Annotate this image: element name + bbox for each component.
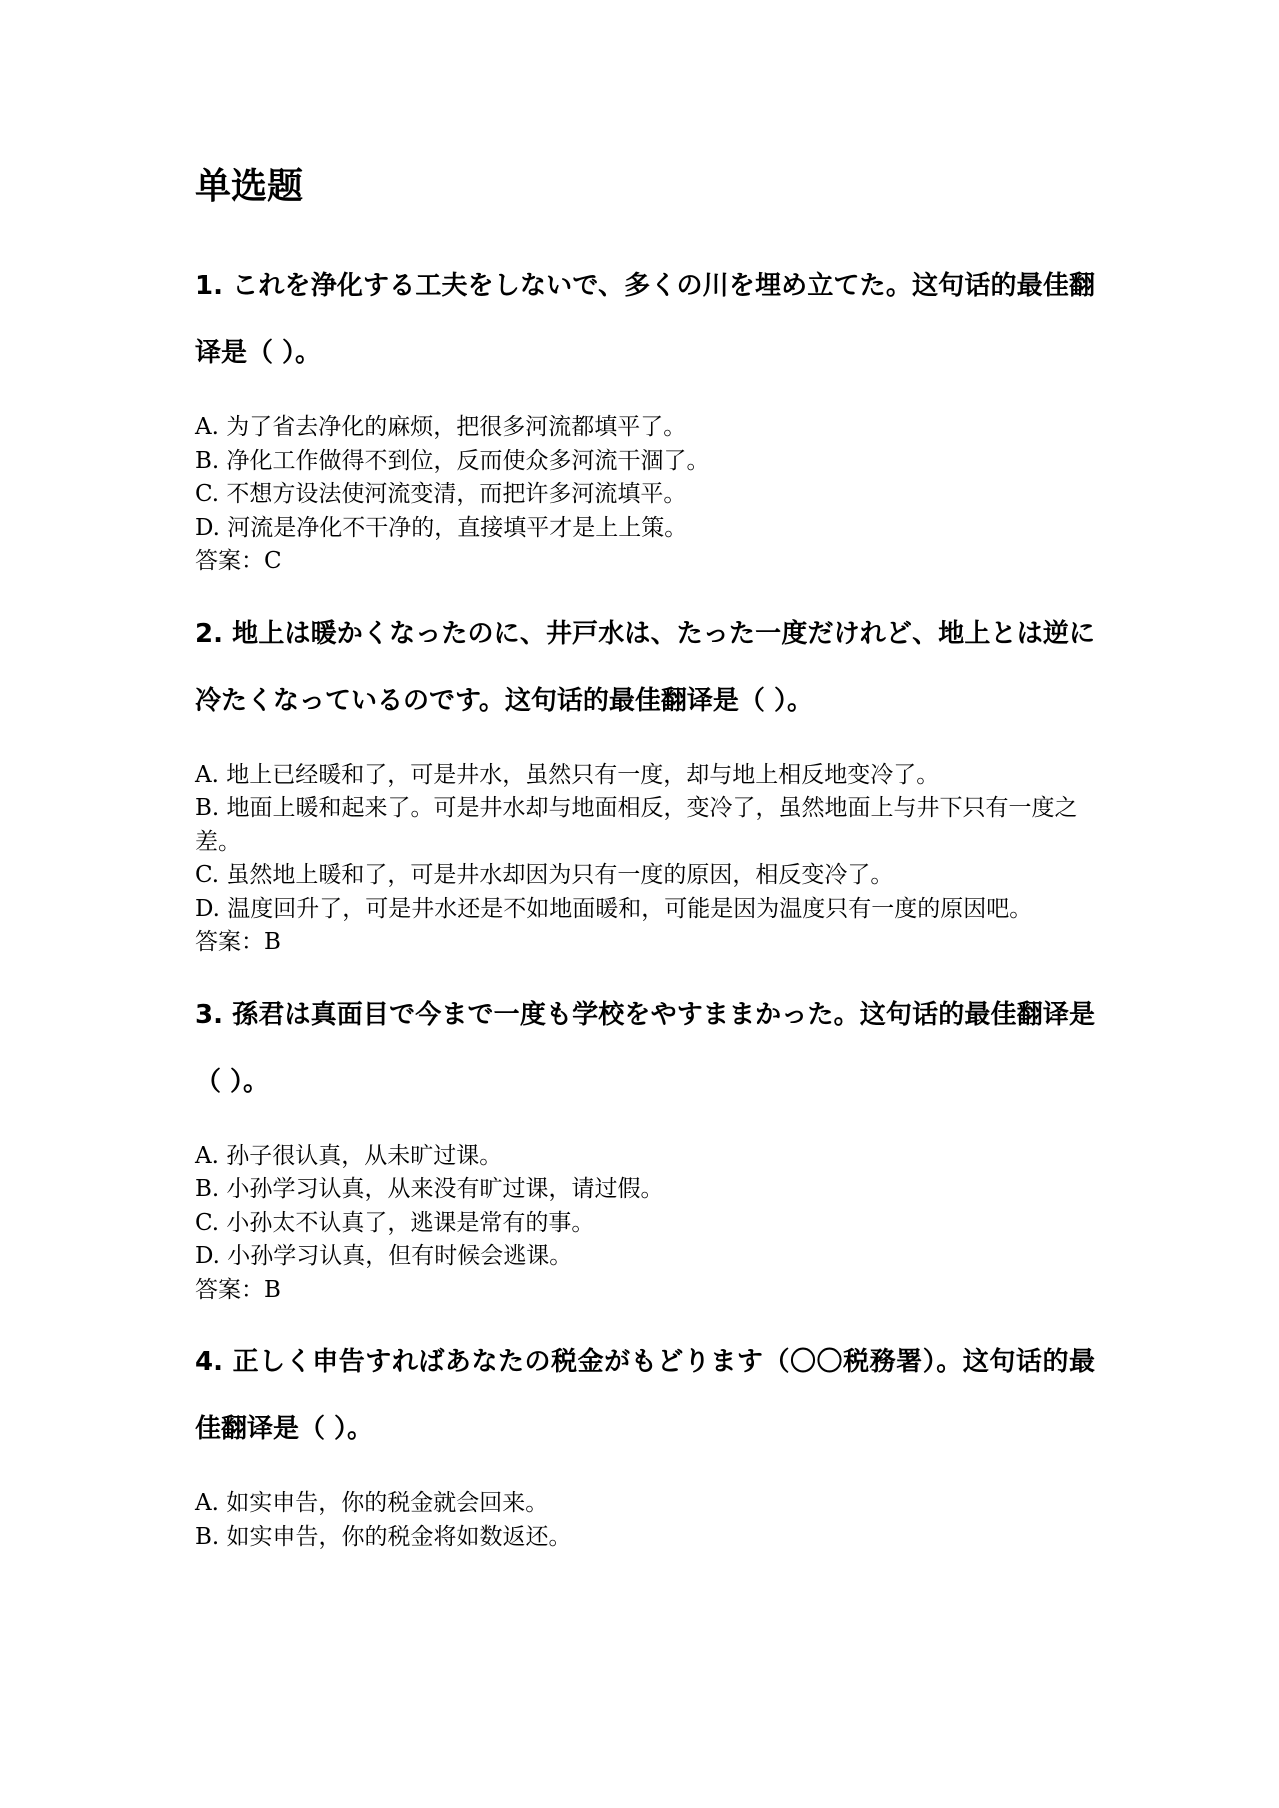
option-a: A. 如实申告，你的税金就会回来。: [195, 1490, 549, 1516]
question-stem: 2. 地上は暖かくなったのに、井戸水は、たった一度だけれど、地上とは逆に冷たくなっているのです。这句话的最佳翻译是（ ）。: [195, 618, 1095, 716]
answer-line: 答案：B: [195, 929, 281, 955]
question-2: [195, 601, 1095, 960]
option-c: C. 虽然地上暖和了，可是井水却因为只有一度的原因，相反变冷了。: [195, 862, 894, 888]
question-stem: 1. これを浄化する工夫をしないで、多くの川を埋め立てた。这句话的最佳翻译是（ ）。: [195, 271, 1095, 368]
question-4: [195, 1329, 1095, 1554]
option-a: A. 为了省去净化的麻烦，把很多河流都填平了。: [195, 414, 687, 440]
option-b: B. 如实申告，你的税金将如数返还。: [195, 1523, 572, 1550]
option-d: D. 温度回升了，可是井水还是不如地面暖和，可能是因为温度只有一度的原因吧。: [195, 895, 1033, 922]
answer-line: 答案：B: [195, 1276, 281, 1303]
options-list: [195, 411, 1095, 579]
document-page: [195, 165, 1095, 1592]
options-list: [195, 1140, 1095, 1308]
option-d: D. 小孙学习认真，但有时候会逃课。: [195, 1243, 573, 1269]
option-c: C. 小孙太不认真了，逃课是常有的事。: [195, 1209, 595, 1236]
option-c: C. 不想方设法使河流变清，而把许多河流填平。: [195, 481, 687, 507]
option-b: B. 小孙学习认真，从来没有旷过课，请过假。: [195, 1176, 664, 1202]
option-a: A. 孙子很认真，从未旷过课。: [195, 1142, 503, 1169]
section-title: 单选题: [195, 166, 304, 207]
options-list: [195, 1487, 1095, 1554]
question-3: [195, 982, 1095, 1308]
option-a: A. 地上已经暖和了，可是井水，虽然只有一度，却与地上相反地变冷了。: [195, 761, 940, 788]
option-b: B. 净化工作做得不到位，反而使众多河流干涸了。: [195, 447, 710, 474]
question-stem: 4. 正しく申告すればあなたの税金がもどります（〇〇税務署）。这句话的最佳翻译是（ ）。: [195, 1347, 1095, 1444]
question-stem: 3. 孫君は真面目で今まで一度も学校をやすままかった。这句话的最佳翻译是（ ）。: [195, 999, 1095, 1097]
options-list: [195, 759, 1095, 960]
option-d: D. 河流是净化不干净的，直接填平才是上上策。: [195, 514, 688, 541]
question-1: [195, 253, 1095, 579]
option-b: B. 地面上暖和起来了。可是井水却与地面相反，变冷了，虽然地面上与井下只有一度之差。: [195, 795, 1078, 855]
answer-line: 答案：C: [195, 548, 282, 574]
